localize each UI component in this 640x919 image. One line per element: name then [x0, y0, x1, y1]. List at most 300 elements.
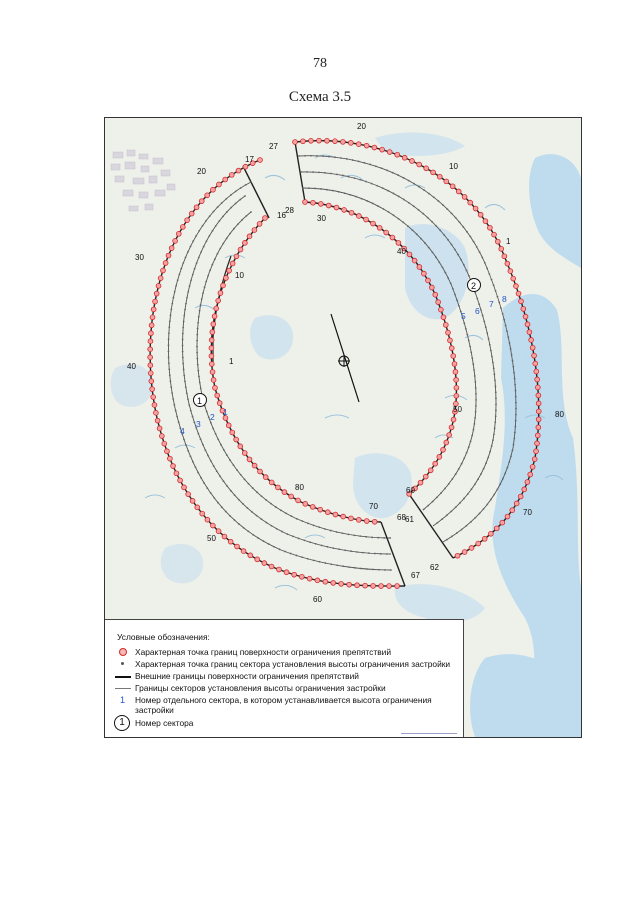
- boundary-point: [309, 138, 314, 143]
- sector-point: [403, 177, 405, 179]
- sector-point: [221, 506, 223, 508]
- boundary-point: [429, 285, 434, 290]
- sector-point: [257, 537, 259, 539]
- sector-point: [302, 187, 304, 189]
- boundary-point: [317, 138, 322, 143]
- sector-point: [433, 196, 435, 198]
- sector-point: [182, 345, 184, 347]
- boundary-point: [356, 517, 361, 522]
- sector-point: [372, 203, 374, 205]
- boundary-point: [500, 520, 505, 525]
- sector-point: [212, 428, 214, 430]
- sector-point: [182, 262, 184, 264]
- sector-point: [292, 535, 294, 537]
- boundary-point: [454, 393, 459, 398]
- boundary-point: [349, 210, 354, 215]
- boundary-point: [148, 347, 153, 352]
- sector-point: [237, 223, 239, 225]
- sector-point: [452, 288, 454, 290]
- sector-point: [279, 548, 281, 550]
- sector-point: [177, 279, 179, 281]
- sector-point: [183, 315, 185, 317]
- sector-point: [265, 522, 267, 524]
- boundary-point: [534, 449, 539, 454]
- sector-point: [200, 251, 202, 253]
- boundary-point: [210, 523, 215, 528]
- label-w1: 1: [229, 357, 234, 366]
- boundary-point: [487, 225, 492, 230]
- sector-point: [432, 251, 434, 253]
- boundary-point: [421, 271, 426, 276]
- sector-point: [372, 569, 374, 571]
- sector-point: [178, 273, 180, 275]
- boundary-point: [438, 307, 443, 312]
- sector-point: [172, 398, 174, 400]
- boundary-point: [530, 345, 535, 350]
- sector-point: [171, 392, 173, 394]
- label-w30: 30: [135, 253, 144, 262]
- sector-point: [435, 225, 437, 227]
- sector-point: [418, 186, 420, 188]
- sector-point: [511, 354, 513, 356]
- sector-point: [276, 528, 278, 530]
- sector-point: [318, 171, 320, 173]
- sector-point: [190, 279, 192, 281]
- boundary-point: [262, 561, 267, 566]
- sector-point: [463, 457, 465, 459]
- sector-point: [506, 330, 508, 332]
- sector-point: [471, 488, 473, 490]
- sector-point: [235, 190, 237, 192]
- sector-point: [500, 307, 502, 309]
- boundary-point: [222, 534, 227, 539]
- sector-point: [205, 240, 207, 242]
- boundary-point: [325, 138, 330, 143]
- boundary-point: [303, 501, 308, 506]
- sector-point: [475, 411, 477, 413]
- sector-point: [219, 248, 221, 250]
- sector-point: [318, 526, 320, 528]
- sector-point: [178, 421, 180, 423]
- sector-point: [439, 230, 441, 232]
- sector-point: [457, 254, 459, 256]
- boundary-point: [448, 338, 453, 343]
- boundary-point: [447, 433, 452, 438]
- sector-point: [170, 380, 172, 382]
- sector-point: [416, 233, 418, 235]
- boundary-point: [533, 361, 538, 366]
- boundary-point: [347, 582, 352, 587]
- boundary-point: [263, 216, 268, 221]
- sector-point: [183, 369, 185, 371]
- sector-point: [492, 362, 494, 364]
- sector-point: [186, 392, 188, 394]
- sector-point: [271, 525, 273, 527]
- sector-point: [183, 375, 185, 377]
- sector-point: [301, 520, 303, 522]
- thick-line-icon: [113, 671, 135, 681]
- sector-point: [197, 328, 199, 330]
- boundary-point: [437, 454, 442, 459]
- boundary-point: [209, 338, 214, 343]
- sector-point: [230, 490, 232, 492]
- sector-point: [470, 441, 472, 443]
- sector-point: [225, 198, 227, 200]
- sector-point: [480, 309, 482, 311]
- boundary-point: [234, 437, 239, 442]
- sector-point: [443, 234, 445, 236]
- sector-point: [330, 563, 332, 565]
- boundary-point: [511, 276, 516, 281]
- boundary-point: [492, 232, 497, 237]
- sector-point: [209, 215, 211, 217]
- sector-point: [515, 390, 517, 392]
- sector-point: [358, 160, 360, 162]
- sector-point: [495, 403, 497, 405]
- sector-point: [477, 478, 479, 480]
- boundary-point: [478, 212, 483, 217]
- sector-point: [280, 509, 282, 511]
- sector-point: [187, 450, 189, 452]
- boundary-point: [252, 463, 257, 468]
- sector-point: [206, 411, 208, 413]
- sector-point: [303, 539, 305, 541]
- boundary-point: [535, 433, 540, 438]
- sector-point: [182, 339, 184, 341]
- sector-point: [494, 421, 496, 423]
- legend-item-text: Характерная точка границ сектора установления высоты ограничения застройки: [135, 659, 451, 669]
- boundary-point: [348, 140, 353, 145]
- sector-point: [202, 444, 204, 446]
- sector-point: [203, 246, 205, 248]
- boundary-point: [473, 206, 478, 211]
- boundary-point: [525, 322, 530, 327]
- boundary-point: [371, 221, 376, 226]
- sector-point: [392, 172, 394, 174]
- sector-point: [315, 543, 317, 545]
- sector-point: [221, 202, 223, 204]
- sector-point: [223, 449, 225, 451]
- sector-point: [408, 180, 410, 182]
- sector-point: [515, 420, 517, 422]
- sector-point: [386, 169, 388, 171]
- sector-point: [454, 294, 456, 296]
- sector-point: [484, 262, 486, 264]
- sector-point: [334, 156, 336, 158]
- sub-sector-e7: 7: [489, 299, 494, 309]
- sector-point: [229, 459, 231, 461]
- sector-point: [313, 524, 315, 526]
- sector-point: [324, 562, 326, 564]
- sector-point: [455, 506, 457, 508]
- boundary-point: [276, 485, 281, 490]
- sub-sector-e5: 5: [461, 311, 466, 321]
- sector-point: [474, 292, 476, 294]
- sector-point: [184, 309, 186, 311]
- label-w16: 16: [277, 211, 286, 220]
- sector-point: [238, 499, 240, 501]
- map-legend: [105, 619, 464, 738]
- boundary-point: [154, 291, 159, 296]
- boundary-point: [535, 377, 540, 382]
- boundary-point: [356, 142, 361, 147]
- sector-point: [462, 226, 464, 228]
- sector-point: [241, 219, 243, 221]
- sector-point: [515, 408, 517, 410]
- sector-point: [423, 509, 425, 511]
- sector-point: [332, 190, 334, 192]
- thin-line-icon: [113, 683, 135, 693]
- sector-point: [243, 527, 245, 529]
- sector-point: [446, 208, 448, 210]
- sector-point: [250, 181, 252, 183]
- boundary-point: [216, 298, 221, 303]
- boundary-point: [315, 578, 320, 583]
- boundary-point: [318, 507, 323, 512]
- boundary-point: [215, 393, 220, 398]
- boundary-point: [342, 208, 347, 213]
- boundary-point: [282, 490, 287, 495]
- sector-point: [388, 211, 390, 213]
- boundary-point: [180, 225, 185, 230]
- sector-point: [474, 381, 476, 383]
- number-icon: 1: [120, 695, 126, 705]
- label-e60: 60: [406, 486, 415, 495]
- sector-point: [240, 187, 242, 189]
- sector-point: [513, 438, 515, 440]
- boundary-point: [483, 219, 488, 224]
- boundary-point: [523, 314, 528, 319]
- boundary-point: [230, 430, 235, 435]
- boundary-point: [499, 246, 504, 251]
- boundary-point: [149, 331, 154, 336]
- sector-point: [256, 515, 258, 517]
- boundary-point: [152, 403, 157, 408]
- boundary-point: [167, 456, 172, 461]
- boundary-point: [446, 330, 451, 335]
- boundary-point: [462, 194, 467, 199]
- sector-point: [170, 386, 172, 388]
- boundary-point: [437, 174, 442, 179]
- sector-point: [466, 452, 468, 454]
- sector-point: [182, 363, 184, 365]
- boundary-point: [514, 501, 519, 506]
- boundary-point: [171, 464, 176, 469]
- sector-point: [350, 550, 352, 552]
- sector-point: [168, 326, 170, 328]
- legend-item-boundary-point: [113, 647, 458, 657]
- legend-item-text: Номер отдельного сектора, в котором устанавливается высота ограничения застройки: [135, 695, 432, 715]
- sector-point: [169, 374, 171, 376]
- sector-point: [485, 462, 487, 464]
- sector-point: [386, 553, 388, 555]
- sector-point: [168, 344, 170, 346]
- label-w67: 67: [411, 571, 420, 580]
- sector-point: [256, 491, 258, 493]
- boundary-point: [293, 140, 298, 145]
- sector-point: [442, 204, 444, 206]
- sector-point: [411, 229, 413, 231]
- boundary-point: [488, 531, 493, 536]
- label-e1: 1: [506, 237, 511, 246]
- sector-point: [442, 266, 444, 268]
- sector-point: [515, 396, 517, 398]
- boundary-point: [505, 514, 510, 519]
- sector-point: [408, 202, 410, 204]
- sector-point: [466, 334, 468, 336]
- sector-point: [378, 569, 380, 571]
- boundary-point: [449, 346, 454, 351]
- label-w80: 80: [295, 483, 304, 492]
- label-e50: 50: [453, 405, 462, 414]
- boundary-point: [418, 480, 423, 485]
- sector-point: [368, 552, 370, 554]
- sector-point: [514, 384, 516, 386]
- sector-point: [384, 569, 386, 571]
- legend-item-text: Внешние границы поверхности ограничения препятствий: [135, 671, 359, 681]
- sector-point: [199, 382, 201, 384]
- sector-point: [466, 270, 468, 272]
- sector-point: [470, 521, 472, 523]
- sector-point: [478, 303, 480, 305]
- sector-point: [211, 264, 213, 266]
- sector-point: [480, 473, 482, 475]
- boundary-point: [436, 300, 441, 305]
- red-circle-icon: [113, 647, 135, 657]
- sector-point: [422, 213, 424, 215]
- sector-point: [377, 537, 379, 539]
- sector-point: [495, 385, 497, 387]
- sector-point: [514, 432, 516, 434]
- boundary-point: [412, 258, 417, 263]
- sector-point: [474, 417, 476, 419]
- dot-icon: [113, 659, 135, 669]
- sector-point: [245, 215, 247, 217]
- sector-point: [483, 321, 485, 323]
- sector-point: [244, 195, 246, 197]
- boundary-point: [536, 425, 541, 430]
- sector-point: [383, 537, 385, 539]
- sector-circle-icon: 1: [113, 718, 135, 728]
- legend-item-sub-sector-number: [113, 695, 458, 715]
- boundary-point: [441, 447, 446, 452]
- sector-point: [202, 292, 204, 294]
- boundary-point: [377, 225, 382, 230]
- sector-point: [352, 159, 354, 161]
- sector-point: [197, 370, 199, 372]
- boundary-point: [165, 449, 170, 454]
- sector-point: [454, 249, 456, 251]
- boundary-point: [238, 444, 243, 449]
- boundary-point: [299, 574, 304, 579]
- boundary-point: [424, 166, 429, 171]
- boundary-point: [163, 261, 168, 266]
- boundary-point: [227, 268, 232, 273]
- boundary-point: [158, 276, 163, 281]
- sector-point: [200, 388, 202, 390]
- boundary-point: [527, 330, 532, 335]
- label-w17: 17: [245, 155, 254, 164]
- sector-point: [493, 433, 495, 435]
- boundary-point: [257, 221, 262, 226]
- sector-point: [182, 327, 184, 329]
- sector-point: [222, 215, 224, 217]
- sector-point: [324, 172, 326, 174]
- label-e28: 28: [285, 206, 294, 215]
- sector-point: [192, 461, 194, 463]
- boundary-point: [211, 378, 216, 383]
- boundary-point: [325, 510, 330, 515]
- sector-point: [226, 454, 228, 456]
- sector-point: [263, 540, 265, 542]
- legend-underline: [401, 733, 457, 734]
- sector-point: [491, 445, 493, 447]
- sector-point: [195, 466, 197, 468]
- boundary-point: [384, 230, 389, 235]
- sector-point: [336, 564, 338, 566]
- sector-point: [308, 187, 310, 189]
- boundary-point: [516, 291, 521, 296]
- sector-point: [270, 503, 272, 505]
- sector-point: [461, 529, 463, 531]
- boundary-point: [417, 265, 422, 270]
- sector-point: [344, 192, 346, 194]
- boundary-point: [289, 494, 294, 499]
- boundary-point: [236, 168, 241, 173]
- sector-point: [390, 569, 392, 571]
- sector-point: [215, 225, 217, 227]
- sector-point: [488, 273, 490, 275]
- boundary-point: [417, 162, 422, 167]
- sector-point: [463, 264, 465, 266]
- sector-point: [328, 156, 330, 158]
- boundary-point: [521, 307, 526, 312]
- sector-point: [398, 218, 400, 220]
- boundary-point: [443, 322, 448, 327]
- boundary-point: [205, 517, 210, 522]
- sector-point: [324, 528, 326, 530]
- boundary-point: [229, 172, 234, 177]
- label-e62: 62: [430, 563, 439, 572]
- sector-point: [463, 498, 465, 500]
- sector-point: [510, 348, 512, 350]
- boundary-point: [535, 441, 540, 446]
- sector-point: [474, 375, 476, 377]
- sector-point: [456, 299, 458, 301]
- sector-point: [205, 220, 207, 222]
- boundary-point: [339, 581, 344, 586]
- boundary-point: [356, 214, 361, 219]
- boundary-point: [502, 254, 507, 259]
- sector-point: [196, 358, 198, 360]
- boundary-point: [536, 417, 541, 422]
- sector-point: [168, 332, 170, 334]
- sector-point: [355, 196, 357, 198]
- boundary-point: [174, 471, 179, 476]
- boundary-point: [209, 362, 214, 367]
- sector-point: [459, 221, 461, 223]
- sector-point: [168, 368, 170, 370]
- sector-point: [455, 217, 457, 219]
- sector-point: [387, 190, 389, 192]
- sector-point: [491, 279, 493, 281]
- sector-point: [506, 467, 508, 469]
- sector-point: [230, 194, 232, 196]
- sector-point: [215, 433, 217, 435]
- sector-point: [194, 268, 196, 270]
- sector-point: [475, 387, 477, 389]
- boundary-point: [216, 529, 221, 534]
